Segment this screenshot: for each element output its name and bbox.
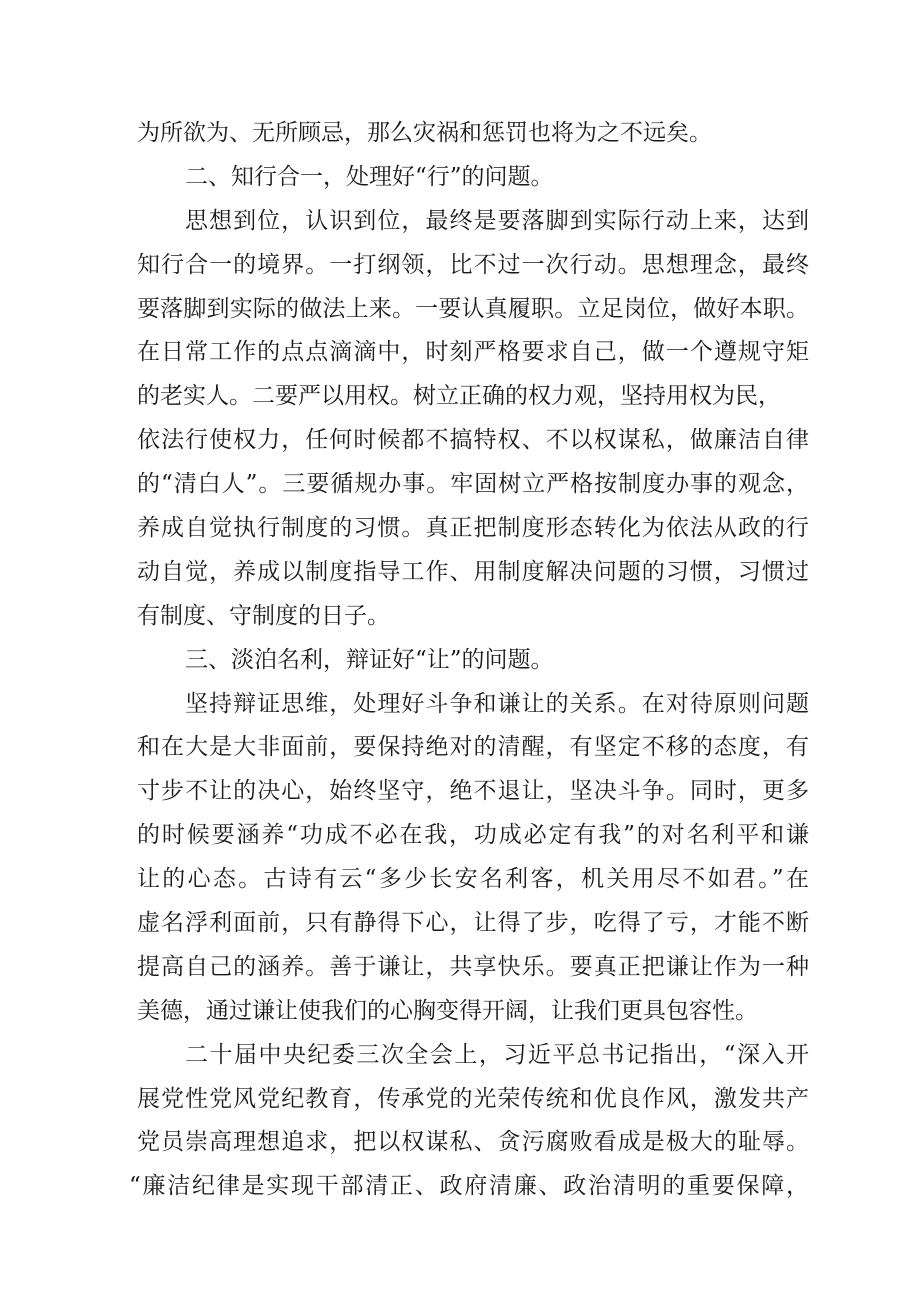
text-line: 知行合一的境界。一打纲领，比不过一次行动。思想理念，最终 <box>137 251 809 278</box>
document-body <box>129 112 809 1209</box>
text-line: 要落脚到实际的做法上来。一要认真履职。立足岗位，做好本职。 <box>137 295 809 322</box>
text-line: 的“清白人”。三要循规办事。牢固树立严格按制度办事的观念， <box>137 471 809 498</box>
text-line: 思想到位，认识到位，最终是要落脚到实际行动上来，达到 <box>185 207 809 234</box>
text-line: 展党性党风党纪教育，传承党的光荣传统和优良作风，激发共产 <box>137 1085 809 1112</box>
text-line: 让的心态。古诗有云“多少长安名利客，机关用尽不如君。”在 <box>137 866 809 893</box>
text-line: 在日常工作的点点滴滴中，时刻严格要求自己，做一个遵规守矩 <box>137 339 809 366</box>
text-line: 为所欲为、无所顾忌，那么灾祸和惩罚也将为之不远矣。 <box>137 120 712 146</box>
text-line: 二十届中央纪委三次全会上，习近平总书记指出，“深入开 <box>185 1041 809 1068</box>
text-line: 动自觉，养成以制度指导工作、用制度解决问题的习惯，习惯过 <box>137 558 809 585</box>
text-line: 的时候要涵养“功成不必在我，功成必定有我”的对名利平和谦 <box>137 822 809 849</box>
text-line: 有制度、守制度的日子。 <box>137 602 390 629</box>
section-heading: 二、知行合一，处理好“行”的问题。 <box>185 163 554 190</box>
text-line: 养成自觉执行制度的习惯。真正把制度形态转化为依法从政的行 <box>137 515 809 542</box>
text-line: 党员崇高理想追求，把以权谋私、贪污腐败看成是极大的耻辱。 <box>137 1129 809 1156</box>
text-line: 依法行使权力，任何时候都不搞特权、不以权谋私，做廉洁自律 <box>137 427 809 454</box>
text-line: 的老实人。二要严以用权。树立正确的权力观，坚持用权为民， <box>137 383 781 410</box>
text-line: 和在大是大非面前，要保持绝对的清醒，有坚定不移的态度，有 <box>137 734 809 761</box>
text-line: “廉洁纪律是实现干部清正、政府清廉、政治清明的重要保障， <box>129 1173 809 1200</box>
text-line: 美德，通过谦让使我们的心胸变得开阔，让我们更具包容性。 <box>137 997 758 1024</box>
text-line: 寸步不让的决心，始终坚守，绝不退让，坚决斗争。同时，更多 <box>137 778 809 805</box>
text-line: 坚持辩证思维，处理好斗争和谦让的关系。在对待原则问题 <box>185 690 809 717</box>
text-line: 虚名浮利面前，只有静得下心，让得了步，吃得了亏，才能不断 <box>137 910 809 937</box>
text-line: 提高自己的涵养。善于谦让，共享快乐。要真正把谦让作为一种 <box>137 953 809 980</box>
section-heading: 三、淡泊名利，辩证好“让”的问题。 <box>185 646 554 673</box>
